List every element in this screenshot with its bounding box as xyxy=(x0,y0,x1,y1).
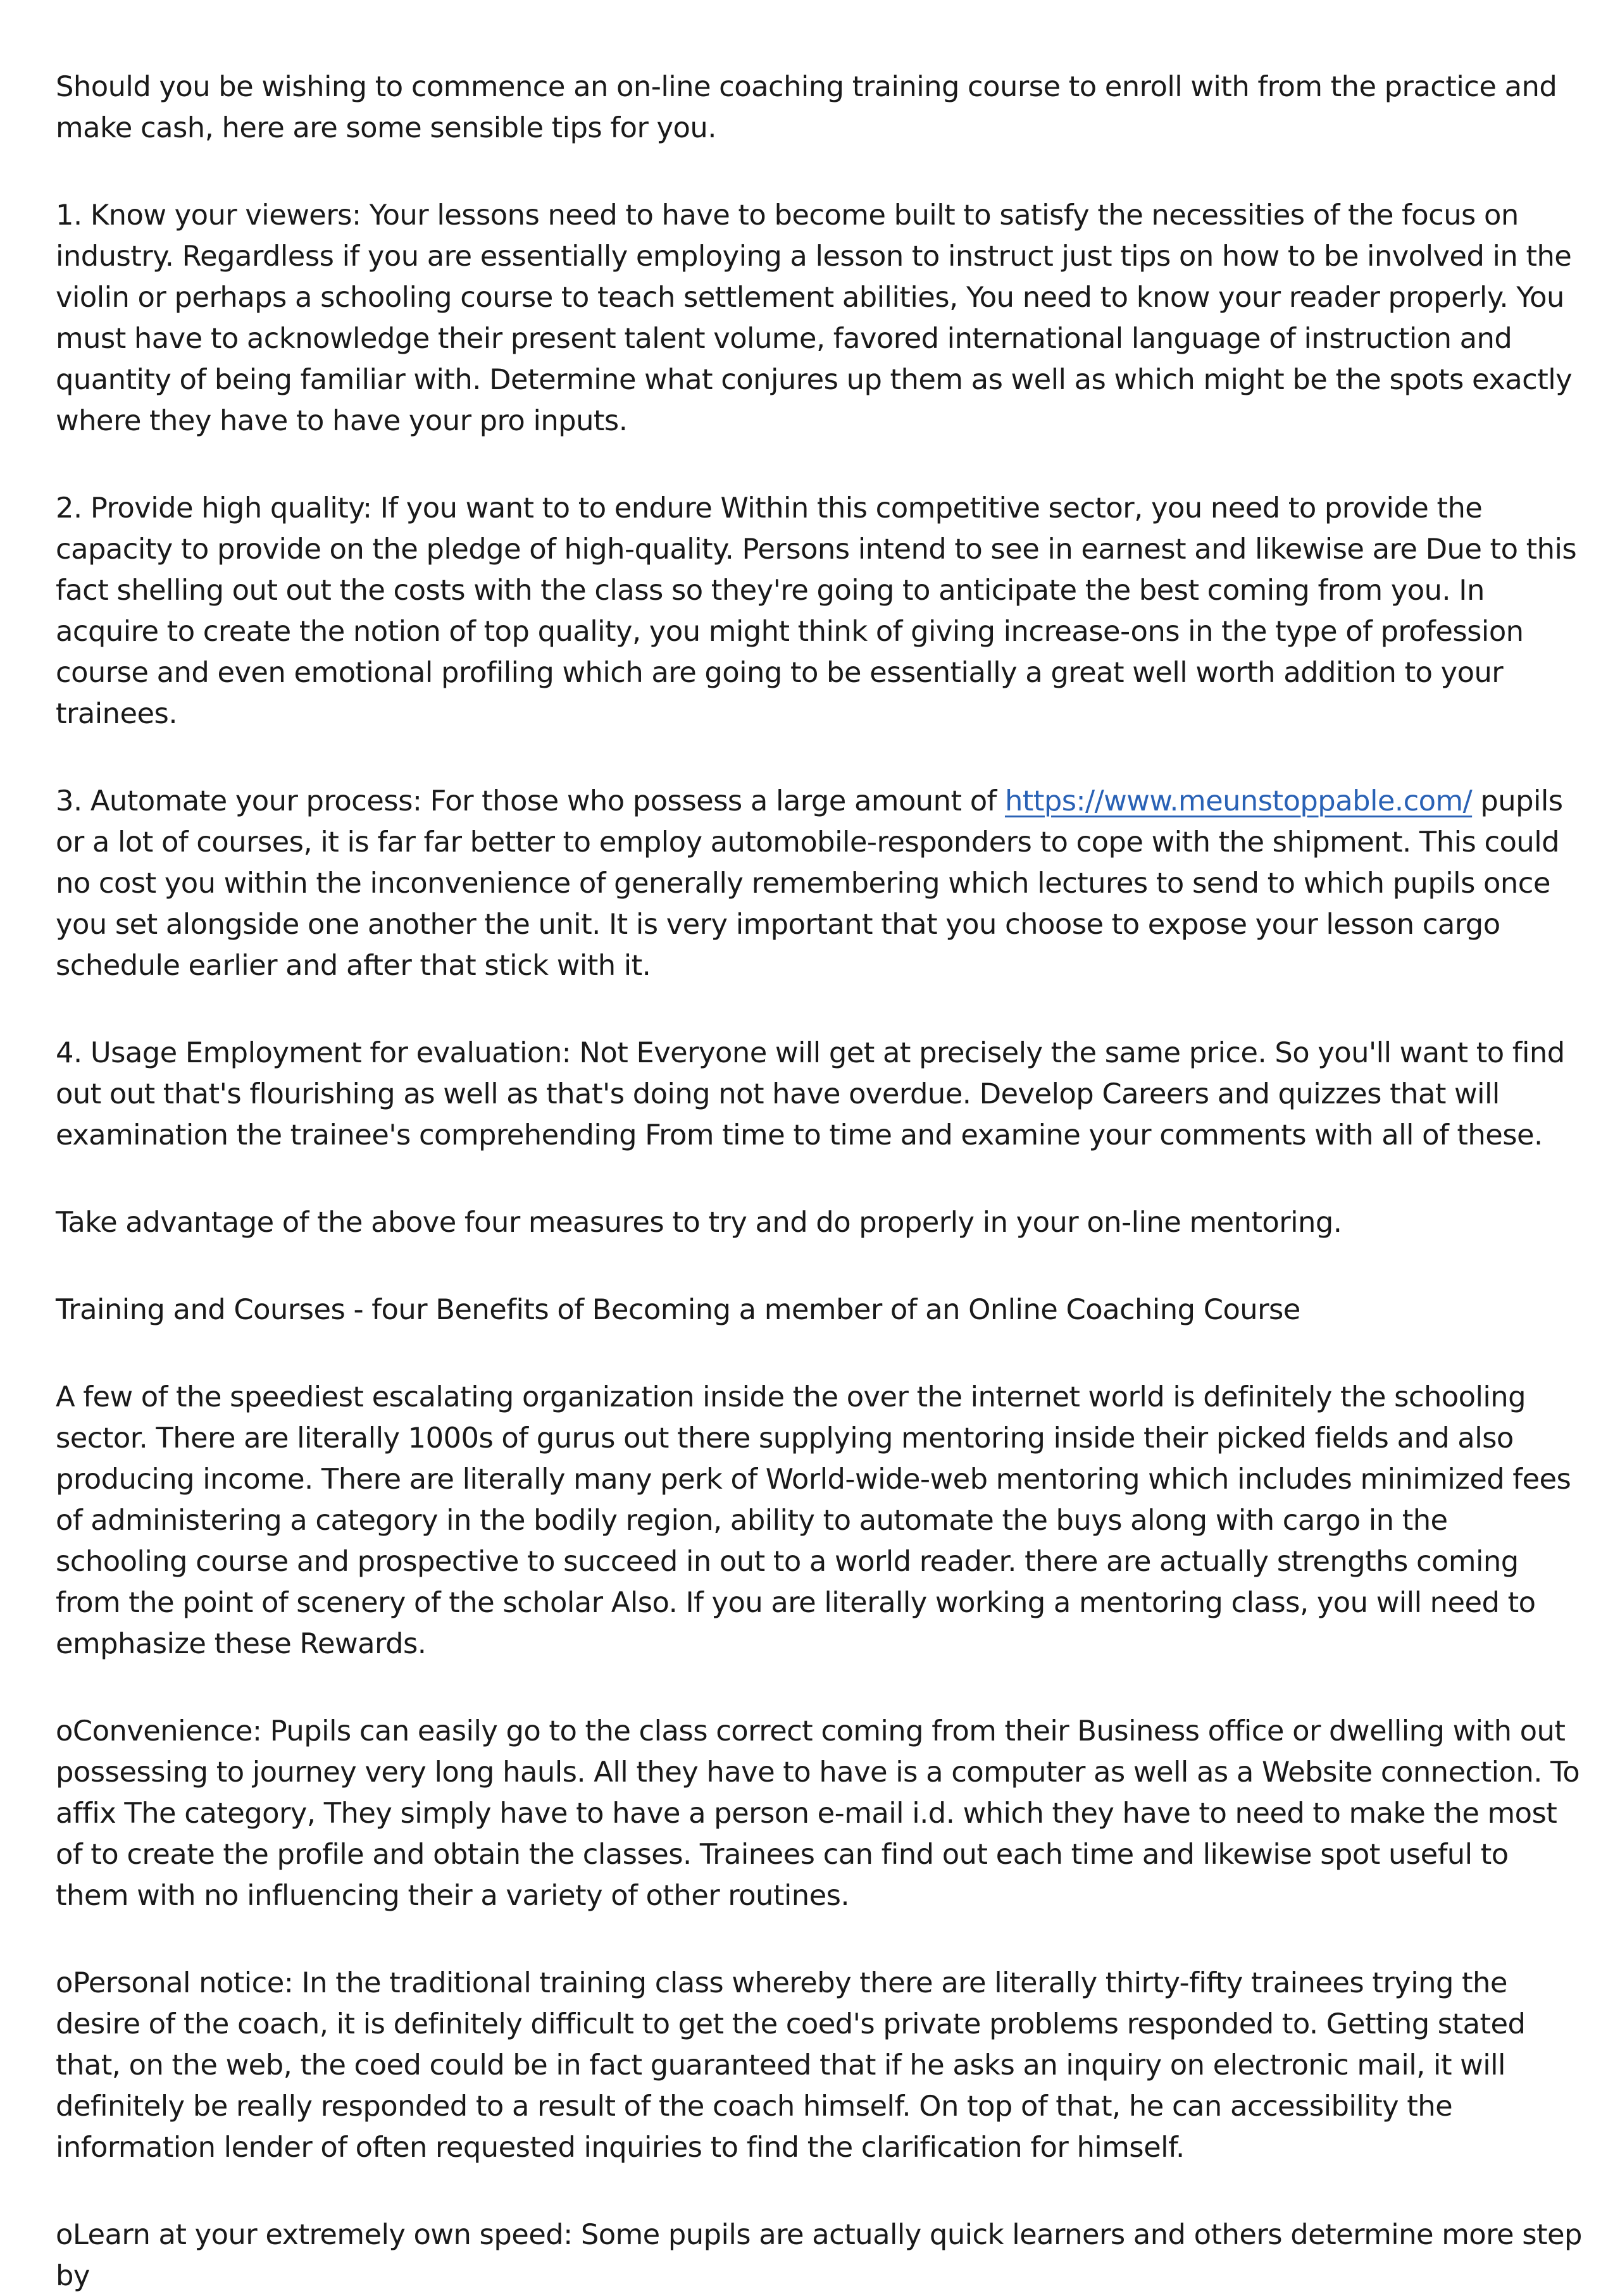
paragraph-automate-text-after: pupils or a lot of courses, it is far far better to employ automobile-responders to cope with the shipment. This could no cost you within the inconvenience of generally remembering which lectures to send to which pupils once you set alongside one another the unit. It is very important that you choose to expose your lesson cargo schedule earlier and after that stick with it. xyxy=(56,784,1563,982)
paragraph-summary: Take advantage of the above four measures to try and do properly in your on-line mentoring. xyxy=(56,1205,1342,1239)
paragraph-automate xyxy=(56,780,1587,986)
paragraph-automate-text-before: 3. Automate your process: For those who possess a large amount of xyxy=(56,784,1005,817)
section-heading-training: Training and Courses - four Benefits of Becoming a member of an Online Coaching Course xyxy=(56,1293,1300,1326)
paragraph-convenience: oConvenience: Pupils can easily go to the class correct coming from their Business office or dwelling with out possessing to journey very long hauls. All they have to have is a computer as well as a Website connection. To affix The category, They simply have to have a person e-mail i.d. which they have to need to make the most of to create the profile and obtain the classes. Trainees can find out each time and likewise spot useful to them with no influencing their a variety of other routines. xyxy=(56,1714,1580,1912)
paragraph-know-viewers: 1. Know your viewers: Your lessons need to have to become built to satisfy the necessities of the focus on industry. Regardless if you are essentially employing a lesson to instruct just tips on how to be involved in the violin or perhaps a schooling course to teach settlement abilities, You need to know your reader properly. You must have to acknowledge their present talent volume, favored international language of instruction and quantity of being familiar with. Determine what conjures up them as well as which might be the spots exactly where they have to have your pro inputs. xyxy=(56,198,1573,437)
document-body xyxy=(56,66,1587,2296)
paragraph-schooling-sector: A few of the speediest escalating organization inside the over the internet world is definitely the schooling sector. There are literally 1000s of gurus out there supplying mentoring inside their picked fields and also producing income. There are literally many perk of World-wide-web mentoring which includes minimized fees of administering a category in the bodily region, ability to automate the buys along with cargo in the schooling course and prospective to succeed in out to a world reader. there are actually strengths coming from the point of scenery of the scholar Also. If you are literally working a mentoring class, you will need to emphasize these Rewards. xyxy=(56,1380,1571,1660)
paragraph-intro: Should you be wishing to commence an on-line coaching training course to enroll with from the practice and make cash, here are some sensible tips for you. xyxy=(56,70,1557,144)
paragraph-high-quality: 2. Provide high quality: If you want to to endure Within this competitive sector, you need to provide the capacity to provide on the pledge of high-quality. Persons intend to see in earnest and likewise are Due to this fact shelling out out the costs with the class so they're going to anticipate the best coming from you. In acquire to create the notion of top quality, you might think of giving increase-ons in the type of profession course and even emotional profiling which are going to be essentially a great well worth addition to your trainees. xyxy=(56,491,1577,730)
paragraph-evaluation: 4. Usage Employment for evaluation: Not Everyone will get at precisely the same price. So you'll want to find out out that's flourishing as well as that's doing not have overdue. Develop Careers and quizzes that will examination the trainee's comprehending From time to time and examine your comments with all of these. xyxy=(56,1036,1565,1151)
paragraph-own-speed: oLearn at your extremely own speed: Some pupils are actually quick learners and others determine more step by xyxy=(56,2218,1582,2292)
meunstoppable-link[interactable]: https://www.meunstoppable.com/ xyxy=(1004,784,1473,817)
paragraph-personal-notice: oPersonal notice: In the traditional training class whereby there are literally thirty-fifty trainees trying the desire of the coach, it is definitely difficult to get the coed's private problems responded to. Getting stated that, on the web, the coed could be in fact guaranteed that if he asks an inquiry on electronic mail, it will definitely be really responded to a result of the coach himself. On top of that, he can accessibility the information lender of often requested inquiries to find the clarification for himself. xyxy=(56,1966,1526,2164)
